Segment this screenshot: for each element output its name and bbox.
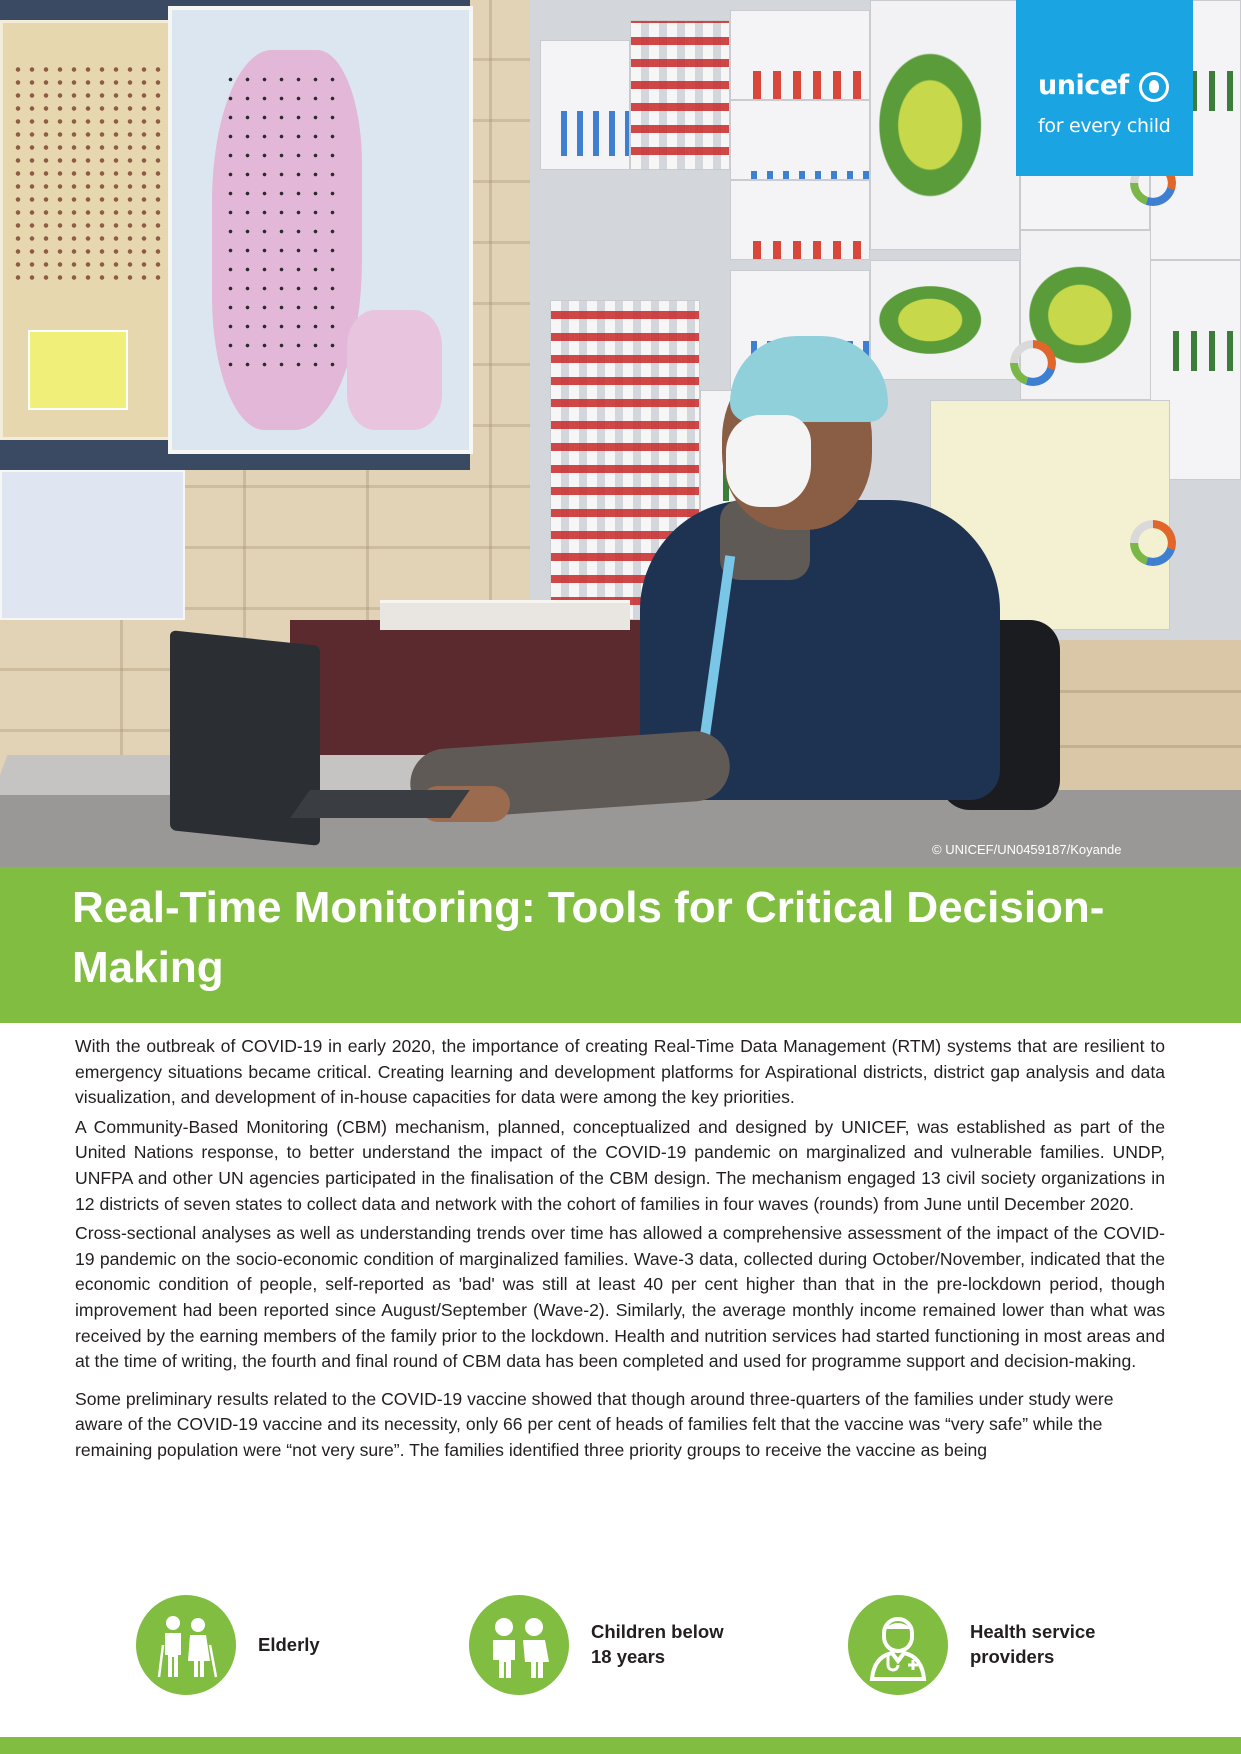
group-label: Health service [970, 1621, 1096, 1642]
paragraph: Cross-sectional analyses as well as understanding trends over time has allowed a comprehensive assessment of the impact of the COVID-19 pandemic on the socio-economic condition of marginalized families. Wave-3 data, collected during October/November, indicated that the economic condition of people, self-reported as 'bad' was still at least 40 per cent higher than that in the pre-lockdown period, though improvement had been reported since August/September (Wave-2). Similarly, the average monthly income remained lower than what was received by the earning members of the family prior to the lockdown. Health and nutrition services had started functioning in most areas and at the time of writing, the fourth and final round of CBM data has been completed and used for programme support and decision-making. [75, 1223, 1165, 1372]
unicef-emblem-icon [1139, 72, 1169, 102]
photo-map-mumbai [168, 6, 473, 454]
paragraph: With the outbreak of COVID-19 in early 2020, the importance of creating Real-Time Data Management (RTM) systems that are resilient to emergency situations became critical. Creating learning and development platforms for Aspirational districts, district gap analysis and data visualization, and development of in-house capacities for data were among the key priorities. [75, 1036, 1165, 1108]
paragraph: A Community-Based Monitoring (CBM) mechanism, planned, conceptualized and designed by UNICEF, was established as part of the United Nations response, to better understand the impact of the COVID-19 pandemic on marginalized and vulnerable families. UNDP, UNFPA and other UN agencies participated in the finalisation of the CBM design. The mechanism engaged 13 civil society organizations in 12 districts of seven states to collect data and network with the cohort of families in four waves (rounds) from June until December 2020. [75, 1116, 1165, 1214]
group-label: Children below [591, 1621, 724, 1642]
group-label: Elderly [258, 1634, 320, 1655]
health-worker-icon [848, 1595, 948, 1695]
paragraph: Some preliminary results related to the COVID-19 vaccine showed that though around three-quarters of the families under study were aware of the COVID-19 vaccine and its necessity, only 66 per cent of heads of families felt that the vaccine was “very safe” while the remaining population were “not very sure”. The families identified three priority groups to receive the vaccine as being [75, 1388, 1114, 1460]
photo-face-mask [726, 415, 811, 507]
photo-paper [0, 470, 185, 620]
footer-bar [0, 1737, 1241, 1754]
logo-tagline: for every child [1038, 115, 1171, 137]
page-title: Real-Time Monitoring: Tools for Critical Decision-Making [72, 883, 1105, 992]
elderly-couple-icon [136, 1595, 236, 1695]
children-icon [469, 1595, 569, 1695]
photo-notice [28, 330, 128, 410]
body-text [75, 1034, 1165, 1468]
unicef-logo [1016, 0, 1193, 176]
group-label: providers [970, 1646, 1055, 1667]
group-label: 18 years [591, 1646, 666, 1667]
photo-credit: © UNICEF/UN0459187/Koyande [932, 842, 1122, 857]
logo-wordmark: unicef [1038, 70, 1129, 101]
